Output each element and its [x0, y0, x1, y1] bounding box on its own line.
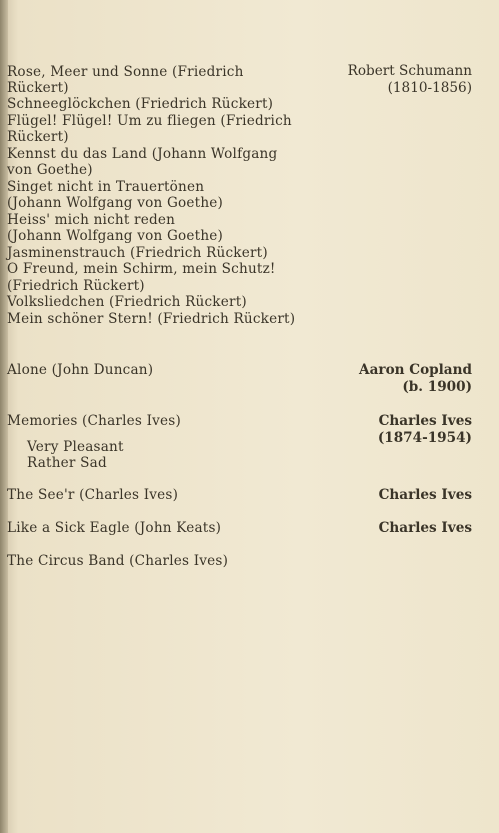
song-line: (Johann Wolfgang von Goethe) [7, 195, 224, 211]
composer-schumann: Robert Schumann [347, 63, 472, 79]
song-line: Rückert) [7, 129, 69, 145]
composer-ives-seer: Charles Ives [378, 487, 472, 503]
song-seer: The See'r (Charles Ives) [7, 487, 179, 503]
song-line: Mein schöner Stern! (Friedrich Rückert) [7, 311, 296, 327]
song-memories: Memories (Charles Ives) [7, 413, 181, 429]
song-line: Rückert) [7, 80, 69, 96]
song-sick-eagle: Like a Sick Eagle (John Keats) [7, 520, 222, 536]
song-alone: Alone (John Duncan) [7, 362, 154, 378]
song-line: (Johann Wolfgang von Goethe) [7, 228, 224, 244]
composer-ives-dates: (1874-1954) [377, 430, 472, 446]
song-line: Jasminenstrauch (Friedrich Rückert) [7, 245, 268, 261]
song-line: (Friedrich Rückert) [7, 278, 145, 294]
song-line: Heiss' mich nicht reden [7, 212, 176, 228]
song-line: Rose, Meer und Sonne (Friedrich [7, 64, 244, 80]
song-line: O Freund, mein Schirm, mein Schutz! [7, 261, 276, 277]
song-circus-band: The Circus Band (Charles Ives) [7, 553, 229, 569]
song-line: Flügel! Flügel! Um zu fliegen (Friedrich [7, 113, 292, 129]
song-line: Kennst du das Land (Johann Wolfgang [7, 146, 278, 162]
song-line: Volksliedchen (Friedrich Rückert) [7, 294, 247, 310]
movement-line: Rather Sad [27, 455, 107, 471]
composer-ives: Charles Ives [378, 413, 472, 429]
song-line: Schneeglöckchen (Friedrich Rückert) [7, 96, 274, 112]
song-line: von Goethe) [7, 162, 93, 178]
movement-line: Very Pleasant [27, 439, 124, 455]
composer-copland: Aaron Copland [359, 362, 472, 378]
composer-ives-eagle: Charles Ives [378, 520, 472, 536]
composer-copland-dates: (b. 1900) [402, 379, 472, 395]
song-line: Singet nicht in Trauertönen [7, 179, 205, 195]
composer-schumann-dates: (1810-1856) [387, 80, 472, 96]
